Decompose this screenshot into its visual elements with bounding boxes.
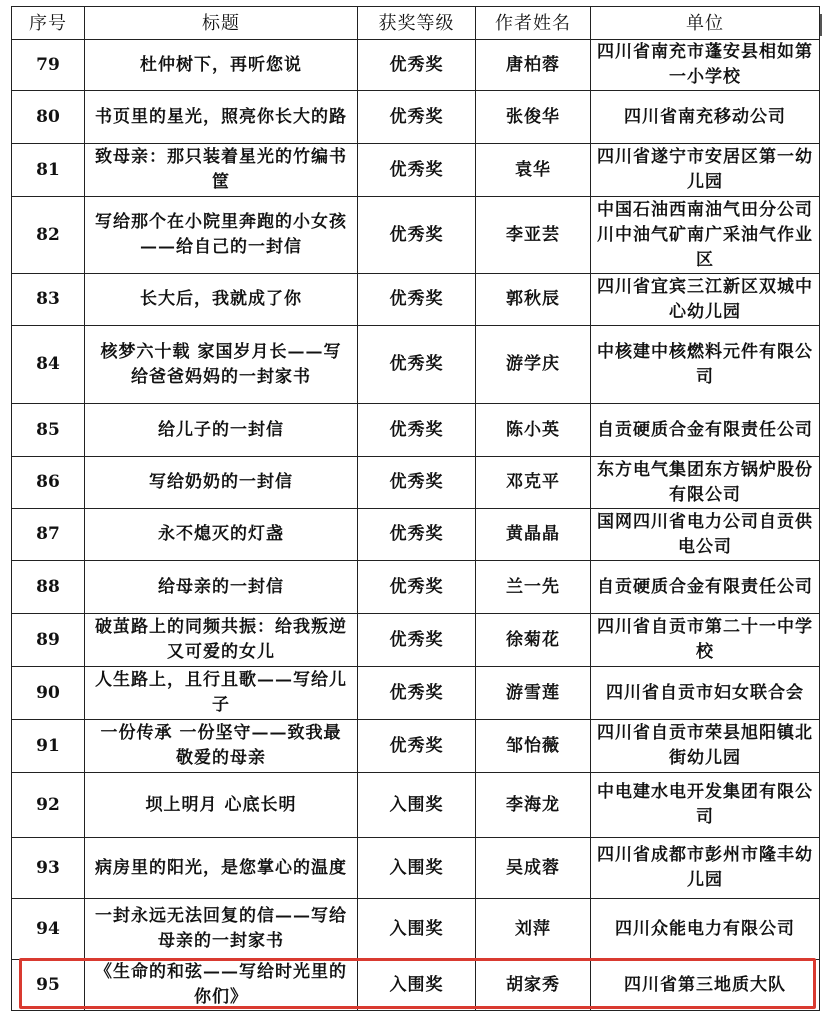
- row-award: 优秀奖: [358, 509, 476, 561]
- header-author: 作者姓名: [476, 7, 591, 40]
- row-award: 优秀奖: [358, 457, 476, 509]
- row-number: 91: [12, 720, 85, 773]
- header-number: 序号: [12, 7, 85, 40]
- row-title: 一封永远无法回复的信——写给母亲的一封家书: [85, 899, 358, 960]
- row-title: 致母亲：那只装着星光的竹编书筐: [85, 144, 358, 197]
- row-author: 邓克平: [476, 457, 591, 509]
- row-title: 给儿子的一封信: [85, 404, 358, 457]
- row-number: 92: [12, 773, 85, 838]
- row-award: 优秀奖: [358, 720, 476, 773]
- table-row: [12, 457, 820, 509]
- row-number: 79: [12, 40, 85, 91]
- row-author: 刘萍: [476, 899, 591, 960]
- row-award: 优秀奖: [358, 326, 476, 404]
- row-author: 邹怡薇: [476, 720, 591, 773]
- row-award: 优秀奖: [358, 144, 476, 197]
- table-row: [12, 509, 820, 561]
- row-unit: 四川省自贡市妇女联合会: [591, 667, 820, 720]
- table-row: [12, 326, 820, 404]
- row-title: 长大后，我就成了你: [85, 274, 358, 326]
- row-number: 83: [12, 274, 85, 326]
- row-unit: 东方电气集团东方锅炉股份有限公司: [591, 457, 820, 509]
- row-title: 核梦六十载 家国岁月长——写给爸爸妈妈的一封家书: [85, 326, 358, 404]
- row-unit: 四川众能电力有限公司: [591, 899, 820, 960]
- row-award: 入围奖: [358, 899, 476, 960]
- table-row: [12, 838, 820, 899]
- row-title: 一份传承 一份坚守——致我最敬爱的母亲: [85, 720, 358, 773]
- row-award: 优秀奖: [358, 614, 476, 667]
- table-row-highlighted: [12, 960, 820, 1011]
- row-author: 胡家秀: [476, 960, 591, 1011]
- row-unit: 国网四川省电力公司自贡供电公司: [591, 509, 820, 561]
- row-title: 写给奶奶的一封信: [85, 457, 358, 509]
- row-author: 张俊华: [476, 91, 591, 144]
- row-award: 优秀奖: [358, 91, 476, 144]
- row-author: 游学庆: [476, 326, 591, 404]
- row-title: 《生命的和弦——写给时光里的你们》: [85, 960, 358, 1011]
- row-unit: 四川省自贡市荣县旭阳镇北街幼儿园: [591, 720, 820, 773]
- row-author: 袁华: [476, 144, 591, 197]
- row-title: 写给那个在小院里奔跑的小女孩——给自己的一封信: [85, 197, 358, 274]
- row-number: 87: [12, 509, 85, 561]
- table-row: [12, 144, 820, 197]
- row-title: 病房里的阳光，是您掌心的温度: [85, 838, 358, 899]
- row-unit: 自贡硬质合金有限责任公司: [591, 404, 820, 457]
- row-number: 81: [12, 144, 85, 197]
- table-row: [12, 614, 820, 667]
- header-unit: 单位: [591, 7, 820, 40]
- row-number: 93: [12, 838, 85, 899]
- row-author: 徐菊花: [476, 614, 591, 667]
- row-unit: 中核建中核燃料元件有限公司: [591, 326, 820, 404]
- row-unit: 四川省遂宁市安居区第一幼儿园: [591, 144, 820, 197]
- table-row: [12, 667, 820, 720]
- row-number: 82: [12, 197, 85, 274]
- row-unit: 四川省第三地质大队: [591, 960, 820, 1011]
- row-author: 黄晶晶: [476, 509, 591, 561]
- table-row: [12, 773, 820, 838]
- row-award: 优秀奖: [358, 40, 476, 91]
- row-award: 优秀奖: [358, 404, 476, 457]
- row-title: 杜仲树下，再听您说: [85, 40, 358, 91]
- row-unit: 自贡硬质合金有限责任公司: [591, 561, 820, 614]
- row-author: 吴成蓉: [476, 838, 591, 899]
- table-header-row: [12, 7, 820, 40]
- row-unit: 中国石油西南油气田分公司川中油气矿南广采油气作业区: [591, 197, 820, 274]
- row-number: 88: [12, 561, 85, 614]
- table-row: [12, 561, 820, 614]
- row-award: 入围奖: [358, 773, 476, 838]
- row-author: 兰一先: [476, 561, 591, 614]
- row-award: 优秀奖: [358, 274, 476, 326]
- row-number: 95: [12, 960, 85, 1011]
- row-title: 坝上明月 心底长明: [85, 773, 358, 838]
- row-unit: 四川省南充市蓬安县相如第一小学校: [591, 40, 820, 91]
- row-number: 80: [12, 91, 85, 144]
- table-row: [12, 274, 820, 326]
- header-award-level: 获奖等级: [358, 7, 476, 40]
- row-author: 李亚芸: [476, 197, 591, 274]
- row-title: 破茧路上的同频共振：给我叛逆又可爱的女儿: [85, 614, 358, 667]
- row-number: 94: [12, 899, 85, 960]
- row-author: 陈小英: [476, 404, 591, 457]
- row-award: 优秀奖: [358, 561, 476, 614]
- row-award: 入围奖: [358, 960, 476, 1011]
- table-row: [12, 404, 820, 457]
- row-title: 书页里的星光，照亮你长大的路: [85, 91, 358, 144]
- row-unit: 四川省宜宾三江新区双城中心幼儿园: [591, 274, 820, 326]
- header-title: 标题: [85, 7, 358, 40]
- row-number: 84: [12, 326, 85, 404]
- table-row: [12, 40, 820, 91]
- row-title: 给母亲的一封信: [85, 561, 358, 614]
- row-title: 人生路上，且行且歌——写给儿子: [85, 667, 358, 720]
- table-row: [12, 91, 820, 144]
- row-award: 优秀奖: [358, 197, 476, 274]
- row-award: 优秀奖: [358, 667, 476, 720]
- table-row: [12, 197, 820, 274]
- row-number: 90: [12, 667, 85, 720]
- row-unit: 四川省自贡市第二十一中学校: [591, 614, 820, 667]
- row-unit: 四川省成都市彭州市隆丰幼儿园: [591, 838, 820, 899]
- page-edge-marker: [820, 14, 831, 36]
- row-number: 85: [12, 404, 85, 457]
- row-author: 郭秋辰: [476, 274, 591, 326]
- row-unit: 四川省南充移动公司: [591, 91, 820, 144]
- row-author: 李海龙: [476, 773, 591, 838]
- row-title: 永不熄灭的灯盏: [85, 509, 358, 561]
- table-row: [12, 720, 820, 773]
- row-number: 86: [12, 457, 85, 509]
- table-row: [12, 899, 820, 960]
- awards-table: [11, 6, 820, 1011]
- row-award: 入围奖: [358, 838, 476, 899]
- row-unit: 中电建水电开发集团有限公司: [591, 773, 820, 838]
- row-author: 唐柏蓉: [476, 40, 591, 91]
- row-number: 89: [12, 614, 85, 667]
- row-author: 游雪莲: [476, 667, 591, 720]
